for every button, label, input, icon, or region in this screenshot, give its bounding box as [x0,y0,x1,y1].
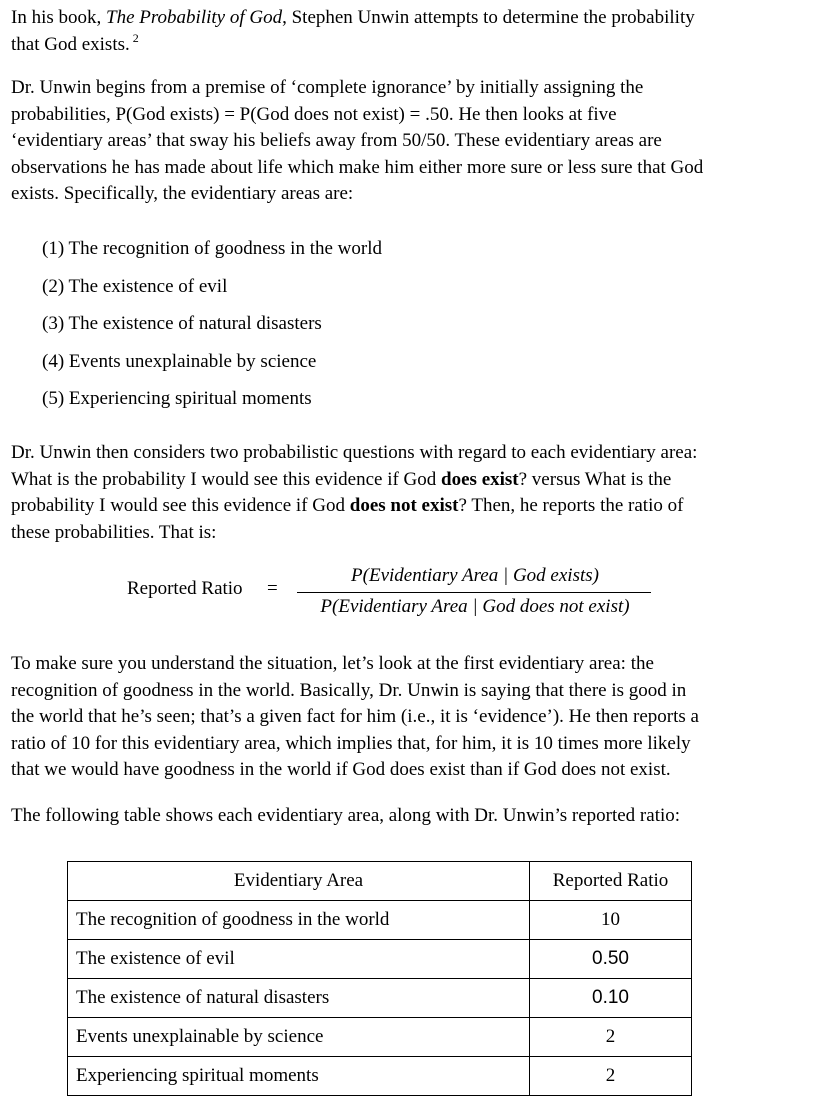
table-row [68,979,692,1018]
premise-paragraph [11,75,703,208]
book-title: The Probability of God [106,7,283,28]
reported-ratio-formula [127,562,667,628]
paragraph-line: observations he has made about life which make him either more sure or less sure that God [11,156,704,178]
paragraph-line: recognition of goodness in the world. Basically, Dr. Unwin is saying that there is good in [11,679,687,701]
area-cell: The recognition of goodness in the world [68,901,530,940]
paragraph-line: these probabilities. That is: [11,521,217,543]
paragraph-line: exists. Specifically, the evidentiary areas are: [11,183,354,204]
list-item: (3) The existence of natural disasters [42,313,322,334]
list-item: (4) Events unexplainable by science [42,350,317,372]
intro-rest: , Stephen Unwin attempts to determine the probability [282,7,695,28]
area-cell: The existence of natural disasters [68,979,530,1018]
questions-paragraph [11,440,697,546]
bold-does-exist: does exist [441,468,519,490]
list-item: (1) The recognition of goodness in the world [42,238,382,259]
ratio-table [67,861,692,1096]
list-item: (5) Experiencing spiritual moments [42,388,312,409]
formula-numerator: P(Evidentiary Area | God exists) [351,565,599,586]
column-header-area: Evidentiary Area [68,862,530,901]
paragraph-line: Dr. Unwin begins from a premise of ‘complete ignorance’ by initially assigning the [11,77,644,98]
explanation-paragraph [11,651,699,784]
formula-equals: = [267,578,278,599]
paragraph-line-a: What is the probability I would see this evidence if God [11,468,442,490]
formula-label: Reported Ratio [127,578,243,599]
ratio-cell: 0.50 [530,940,692,979]
intro-line2: that God exists. [11,33,130,55]
ratio-cell: 2 [530,1057,692,1096]
column-header-ratio: Reported Ratio [530,862,692,901]
paragraph-line-b: ? versus What is the [518,468,672,490]
paragraph-line: that we would have goodness in the world if God does exist than if God does not exist. [11,759,671,780]
formula-denominator: P(Evidentiary Area | God does not exist) [320,596,630,617]
bold-does-not-exist: does not exist [349,495,459,516]
table-row [68,901,692,940]
intro-paragraph [11,5,695,59]
area-cell: Events unexplainable by science [68,1018,530,1057]
ratio-cell: 2 [530,1018,692,1057]
table-row [68,940,692,979]
table-row [68,1018,692,1057]
fraction-bar [297,592,651,593]
intro-prefix: In his book, [11,7,106,28]
ratio-cell: 10 [530,901,692,940]
paragraph-line: ‘evidentiary areas’ that sway his beliefs away from 50/50. These evidentiary areas are [11,130,662,151]
table-header-row [68,862,692,901]
table-row [68,1057,692,1096]
table-intro-paragraph: The following table shows each evidentiary area, along with Dr. Unwin’s reported ratio: [11,805,681,826]
paragraph-line: Dr. Unwin then considers two probabilistic questions with regard to each evidentiary area: [11,442,698,463]
area-cell: Experiencing spiritual moments [68,1057,530,1096]
paragraph-line-b: ? Then, he reports the ratio of [458,495,684,516]
paragraph-line: probabilities, P(God exists) = P(God does not exist) = .50. He then looks at five [11,103,617,125]
paragraph-line-a: probability I would see this evidence if God [11,495,350,516]
area-cell: The existence of evil [68,940,530,979]
evidentiary-area-list [42,235,382,423]
paragraph-line: the world that he’s seen; that’s a given fact for him (i.e., it is ‘evidence’). He then reports a [11,706,699,727]
list-item: (2) The existence of evil [42,275,228,297]
paragraph-line: ratio of 10 for this evidentiary area, which implies that, for him, it is 10 times more likely [11,732,691,754]
ratio-cell: 0.10 [530,979,692,1018]
footnote-marker[interactable]: 2 [132,30,139,45]
paragraph-line: To make sure you understand the situation, let’s look at the first evidentiary area: the [11,653,654,674]
